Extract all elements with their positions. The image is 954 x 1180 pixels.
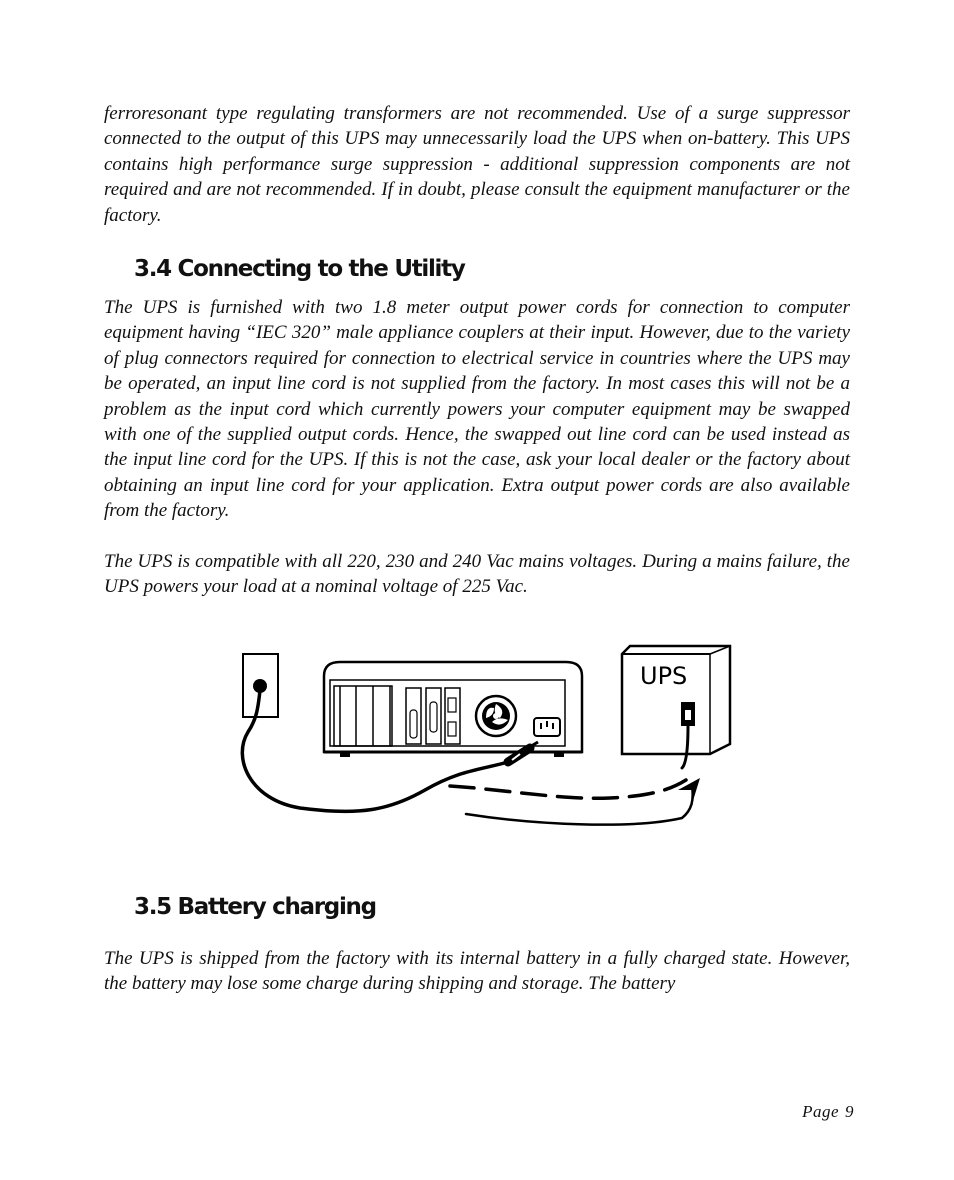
section-3-5-heading: 3.5 Battery charging	[134, 894, 376, 920]
page-number	[802, 1102, 854, 1122]
intro-paragraph: ferroresonant type regulating transformers are not recommended. Use of a surge suppressor connected to the output of this UPS may unnecessarily load the UPS when on-battery. This UPS contains high performance surge suppression - additional suppression components are not required and are not recommended. If in doubt, please consult the equipment manufacturer or the factory.	[104, 103, 850, 226]
section-3-5-paragraph-1: The UPS is shipped from the factory with its internal battery in a fully charged state. However, the battery may lose some charge during shipping and storage. The battery	[104, 948, 850, 995]
fan-icon	[476, 696, 516, 736]
page-number-value: 9	[845, 1102, 854, 1121]
wall-outlet	[243, 654, 278, 717]
swap-arrow-dashed	[450, 780, 686, 798]
ups-unit	[622, 646, 730, 754]
section-3-4-paragraph-1: The UPS is furnished with two 1.8 meter output power cords for connection to computer equipment having “IEC 320” male appliance couplers at their input. However, due to the variety of plug connectors required for connection to electrical service in countries where the UPS may be operated, an input line cord is not supplied from the factory. In most cases this will not be a problem as the input cord which currently powers your computer equipment may be swapped with one of the supplied output cords. Hence, the swapped out line cord can be used instead as the input line cord for the UPS. If this is not the case, ask your local dealer or the factory about obtaining an input line cord for your application. Extra output power cords are also available from the factory.	[104, 297, 850, 522]
ups-connection-diagram	[230, 640, 740, 840]
ups-label: UPS	[640, 662, 688, 690]
page-label: Page	[802, 1102, 839, 1121]
computer-unit	[324, 662, 582, 757]
power-inlet-icon	[534, 718, 560, 736]
section-3-4-paragraph-2: The UPS is compatible with all 220, 230 and 240 Vac mains voltages. During a mains failure, the UPS powers your load at a nominal voltage of 225 Vac.	[104, 551, 850, 598]
section-3-4-heading: 3.4 Connecting to the Utility	[134, 256, 465, 282]
